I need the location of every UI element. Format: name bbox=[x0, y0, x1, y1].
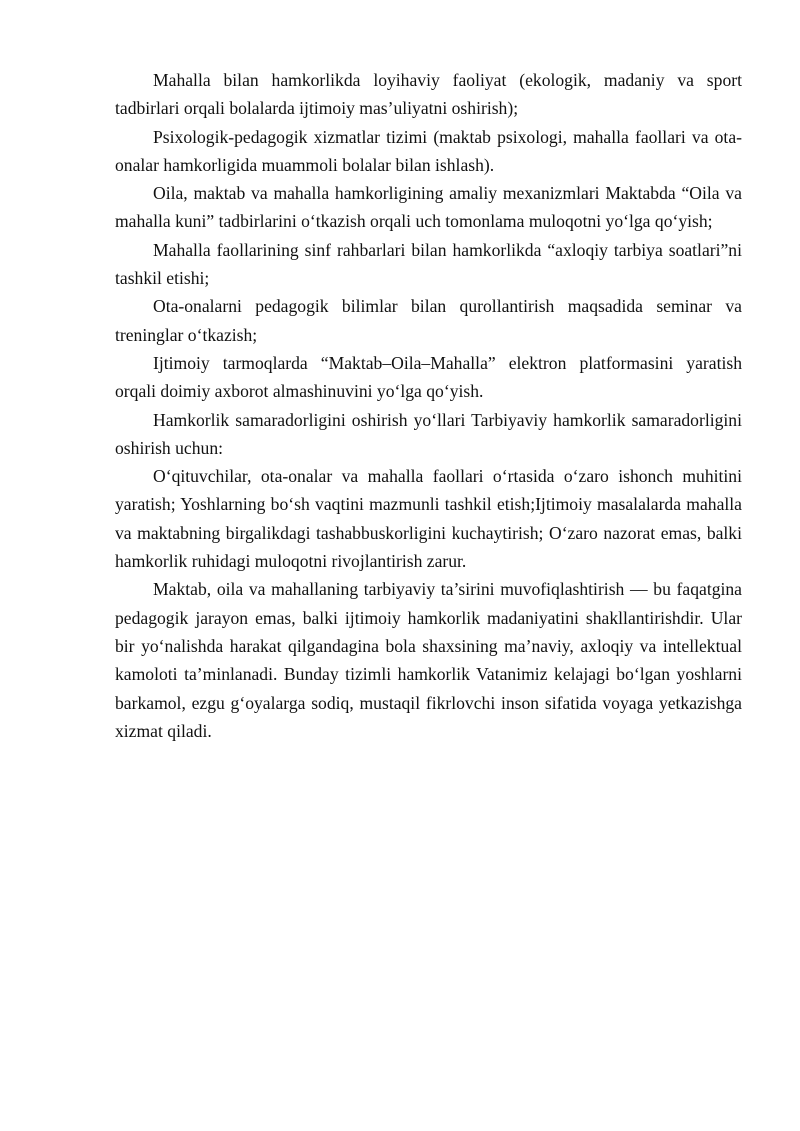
paragraph-efficiency-heading: Hamkorlik samaradorligini oshirish yo‘llari Tarbiyaviy hamkorlik samaradorligini oshirish uchun: bbox=[115, 409, 742, 458]
paragraph-trust-environment: O‘qituvchilar, ota-onalar va mahalla faollari o‘rtasida o‘zaro ishonch muhitini yaratish; Yoshlarning bo‘sh vaqtini mazmunli tashkil etish;Ijtimoiy masalalarda mahalla va maktabning birgalikdagi tashabbuskorligini kuchaytirish; O‘zaro nazorat emas, balki hamkorlik ruhidagi muloqotni rivojlantirish zarur. bbox=[115, 466, 742, 572]
paragraph-online-platform: Ijtimoiy tarmoqlarda “Maktab–Oila–Mahalla” elektron platformasini yaratish orqali doimiy axborot almashinuvini yo‘lga qo‘yish. bbox=[115, 352, 742, 402]
document-page bbox=[115, 66, 742, 745]
paragraph-practical-mechanisms: Oila, maktab va mahalla hamkorligining amaliy mexanizmlari Maktabda “Oila va mahalla kuni” tadbirlarini o‘tkazish orqali uch tomonlama muloqotni yo‘lga qo‘yish; bbox=[115, 183, 742, 232]
paragraph-parent-seminars: Ota-onalarni pedagogik bilimlar bilan qurollantirish maqsadida seminar va treninglar o‘tkazish; bbox=[115, 296, 742, 345]
paragraph-moral-hours: Mahalla faollarining sinf rahbarlari bilan hamkorlikda “axloqiy tarbiya soatlari”ni tashkil etishi; bbox=[115, 239, 742, 289]
paragraph-psychology-service: Psixologik-pedagogik xizmatlar tizimi (maktab psixologi, mahalla faollari va ota-onalar hamkorligida muammoli bolalar bilan ishlash). bbox=[115, 126, 742, 175]
paragraph-mahalla-project: Mahalla bilan hamkorlikda loyihaviy faoliyat (ekologik, madaniy va sport tadbirlari orqali bolalarda ijtimoiy mas’uliyatni oshirish); bbox=[115, 70, 742, 119]
paragraph-conclusion: Maktab, oila va mahallaning tarbiyaviy ta’sirini muvofiqlashtirish — bu faqatgina pedagogik jarayon emas, balki ijtimoiy hamkorlik madaniyatini shakllantirishdir. Ular bir yo‘nalishda harakat qilgandagina bola shaxsining ma’naviy, axloqiy va intellektual kamoloti ta’minlanadi. Bunday tizimli hamkorlik Vatanimiz kelajagi bo‘lgan yoshlarni barkamol, ezgu g‘oyalarga sodiq, mustaqil fikrlovchi inson sifatida voyaga yetkazishga xizmat qiladi. bbox=[115, 579, 742, 741]
